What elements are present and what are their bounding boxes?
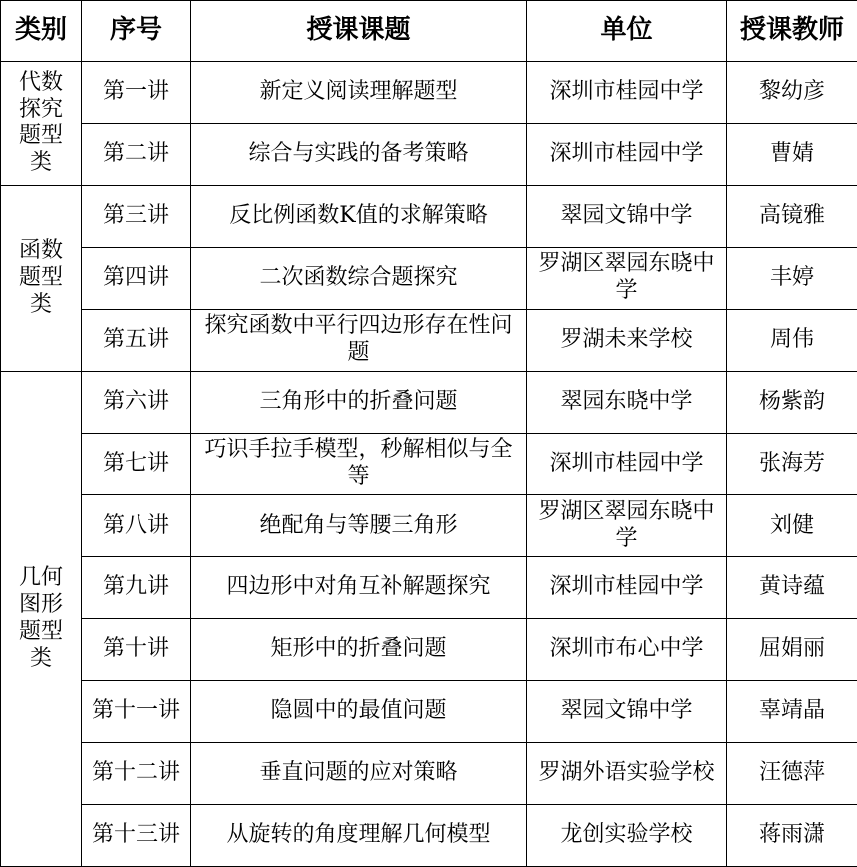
number-cell: 第三讲 [82,185,191,247]
unit-cell: 翠园东晓中学 [527,371,727,433]
table-row [1,309,857,371]
number-cell: 第七讲 [82,433,191,495]
topic-cell: 探究函数中平行四边形存在性问题 [191,309,527,371]
unit-cell: 深圳市桂园中学 [527,433,727,495]
teacher-cell: 张海芳 [727,433,857,495]
category-cell [1,62,82,186]
category-label: 函数题型类 [18,237,63,317]
unit-cell: 翠园文锦中学 [527,185,727,247]
schedule-body [1,62,857,867]
number-cell: 第十一讲 [82,681,191,743]
teacher-cell: 高镜雅 [727,185,857,247]
topic-cell: 综合与实践的备考策略 [191,123,527,185]
unit-cell: 龙创实验学校 [527,805,727,867]
topic-cell: 垂直问题的应对策略 [191,743,527,805]
header-category: 类别 [1,1,82,62]
teacher-cell: 屈娟丽 [727,619,857,681]
category-label: 代数探究题型类 [18,69,63,176]
table-row [1,495,857,557]
unit-cell: 深圳市桂园中学 [527,123,727,185]
number-cell: 第十讲 [82,619,191,681]
table-row [1,557,857,619]
topic-cell: 反比例函数K值的求解策略 [191,185,527,247]
category-cell [1,371,82,866]
topic-cell: 绝配角与等腰三角形 [191,495,527,557]
topic-cell: 三角形中的折叠问题 [191,371,527,433]
table-row [1,185,857,247]
number-cell: 第八讲 [82,495,191,557]
teacher-cell: 汪德萍 [727,743,857,805]
unit-cell: 深圳市布心中学 [527,619,727,681]
number-cell: 第十三讲 [82,805,191,867]
topic-cell: 二次函数综合题探究 [191,247,527,309]
number-cell: 第六讲 [82,371,191,433]
header-unit: 单位 [527,1,727,62]
unit-cell: 翠园文锦中学 [527,681,727,743]
table-row [1,247,857,309]
table-row [1,433,857,495]
table-row [1,805,857,867]
number-cell: 第一讲 [82,62,191,124]
table-row [1,681,857,743]
category-label: 几何图形题型类 [18,565,63,671]
number-cell: 第二讲 [82,123,191,185]
unit-cell: 罗湖外语实验学校 [527,743,727,805]
teacher-cell: 曹婧 [727,123,857,185]
teacher-cell: 辜靖晶 [727,681,857,743]
teacher-cell: 丰婷 [727,247,857,309]
unit-cell: 深圳市桂园中学 [527,62,727,124]
teacher-cell: 黄诗蕴 [727,557,857,619]
unit-cell: 罗湖区翠园东晓中学 [527,495,727,557]
teacher-cell: 周伟 [727,309,857,371]
table-row [1,62,857,124]
teacher-cell: 蒋雨潇 [727,805,857,867]
topic-cell: 从旋转的角度理解几何模型 [191,805,527,867]
table-row [1,743,857,805]
header-number: 序号 [82,1,191,62]
table-row [1,371,857,433]
teacher-cell: 黎幼彦 [727,62,857,124]
unit-cell: 罗湖未来学校 [527,309,727,371]
topic-cell: 矩形中的折叠问题 [191,619,527,681]
number-cell: 第十二讲 [82,743,191,805]
number-cell: 第九讲 [82,557,191,619]
header-topic: 授课课题 [191,1,527,62]
number-cell: 第五讲 [82,309,191,371]
unit-cell: 深圳市桂园中学 [527,557,727,619]
header-teacher: 授课教师 [727,1,857,62]
teacher-cell: 杨紫韵 [727,371,857,433]
topic-cell: 四边形中对角互补解题探究 [191,557,527,619]
table-row [1,619,857,681]
topic-cell: 隐圆中的最值问题 [191,681,527,743]
topic-cell: 巧识手拉手模型，秒解相似与全等 [191,433,527,495]
teacher-cell: 刘健 [727,495,857,557]
header-row [1,1,857,62]
unit-cell: 罗湖区翠园东晓中学 [527,247,727,309]
topic-cell: 新定义阅读理解题型 [191,62,527,124]
number-cell: 第四讲 [82,247,191,309]
table-row [1,123,857,185]
category-cell [1,185,82,371]
